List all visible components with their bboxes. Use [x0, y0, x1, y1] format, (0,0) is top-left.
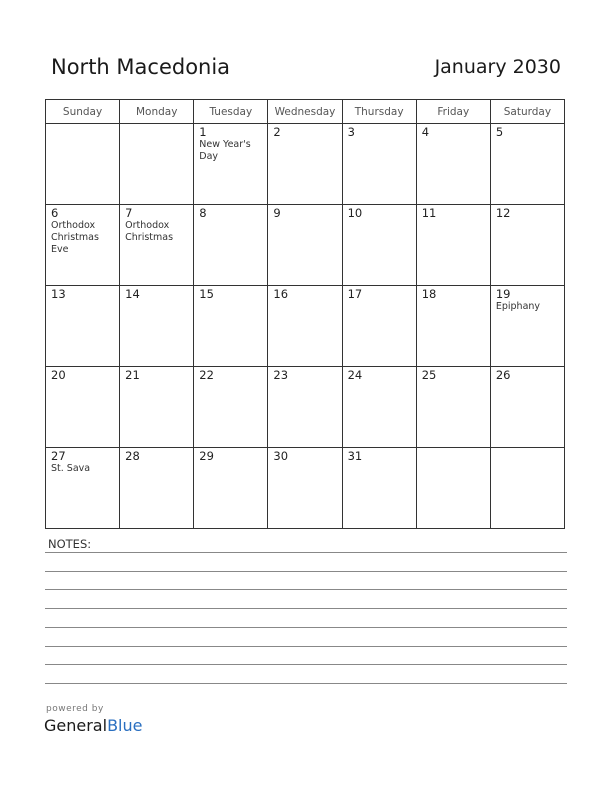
day-cell [120, 367, 194, 448]
holiday-label: Orthodox Christmas Eve [51, 220, 99, 255]
day-cell [194, 367, 268, 448]
day-number: 28 [125, 449, 140, 463]
month-title: January 2030 [434, 56, 561, 78]
day-cell [120, 448, 194, 529]
day-number: 16 [273, 287, 289, 301]
holiday-label: Epiphany [495, 301, 541, 312]
day-cell [490, 448, 564, 529]
day-cell [46, 286, 120, 367]
weekday-header: Saturday [490, 100, 564, 124]
week-row [46, 286, 565, 367]
day-number: 3 [347, 125, 355, 139]
day-cell [194, 205, 268, 286]
day-number: 27 [51, 449, 66, 463]
note-line [45, 627, 567, 628]
week-row [46, 367, 565, 448]
day-number: 12 [495, 206, 511, 220]
holiday-label: New Year's Day [199, 139, 251, 162]
day-number: 23 [273, 368, 289, 382]
day-number: 10 [347, 206, 363, 220]
day-number: 2 [273, 125, 281, 139]
weekday-header-row [46, 100, 565, 124]
day-cell [416, 205, 490, 286]
note-line [45, 646, 567, 647]
day-cell [194, 124, 268, 205]
weekday-header: Thursday [342, 100, 416, 124]
day-number: 24 [347, 368, 363, 382]
day-number: 4 [421, 125, 430, 139]
day-number: 21 [125, 368, 140, 382]
notes-label: NOTES: [48, 537, 92, 551]
powered-by-text: powered by [46, 704, 104, 714]
day-cell [416, 448, 490, 529]
holiday-label: Orthodox Christmas [125, 220, 174, 243]
day-number: 9 [273, 206, 281, 220]
day-number: 29 [199, 449, 214, 463]
brand-general: General [44, 716, 108, 735]
day-cell [342, 286, 416, 367]
day-cell [268, 448, 342, 529]
day-number: 11 [421, 206, 437, 220]
day-cell [268, 367, 342, 448]
note-line [45, 571, 567, 572]
weekday-header: Tuesday [194, 100, 268, 124]
day-number: 19 [495, 287, 511, 301]
day-cell [490, 367, 564, 448]
day-cell [342, 367, 416, 448]
country-title: North Macedonia [51, 55, 231, 79]
day-cell [120, 286, 194, 367]
note-line [45, 664, 567, 665]
day-number: 15 [199, 287, 214, 301]
day-number: 6 [51, 206, 59, 220]
weekday-header: Wednesday [268, 100, 342, 124]
day-number: 25 [421, 368, 437, 382]
note-line [45, 589, 567, 590]
day-cell [490, 205, 564, 286]
day-cell [46, 124, 120, 205]
week-row [46, 124, 565, 205]
day-number: 20 [51, 368, 66, 382]
day-number: 17 [347, 287, 363, 301]
day-cell [46, 367, 120, 448]
day-cell [194, 286, 268, 367]
day-cell [268, 286, 342, 367]
week-row [46, 205, 565, 286]
day-cell [268, 205, 342, 286]
note-line [45, 683, 567, 684]
day-cell [490, 286, 564, 367]
day-number: 31 [347, 449, 363, 463]
day-cell [342, 124, 416, 205]
weekday-header: Sunday [46, 100, 120, 124]
day-cell [416, 286, 490, 367]
day-cell [46, 205, 120, 286]
day-number: 7 [125, 206, 133, 220]
note-line [45, 552, 567, 553]
day-number: 26 [495, 368, 511, 382]
day-cell [416, 124, 490, 205]
day-number: 5 [495, 125, 504, 139]
day-number: 18 [421, 287, 437, 301]
note-line [45, 608, 567, 609]
day-cell [46, 448, 120, 529]
week-row [46, 448, 565, 529]
calendar-grid [45, 99, 565, 529]
day-cell [490, 124, 564, 205]
day-number: 22 [199, 368, 214, 382]
brand-blue: Blue [107, 716, 143, 735]
holiday-label: St. Sava [51, 463, 91, 474]
day-cell [120, 205, 194, 286]
day-number: 13 [51, 287, 66, 301]
generalblue-logo [44, 716, 142, 735]
day-number: 30 [273, 449, 289, 463]
day-cell [194, 448, 268, 529]
day-cell [120, 124, 194, 205]
day-number: 14 [125, 287, 140, 301]
day-number: 1 [199, 125, 207, 139]
day-cell [416, 367, 490, 448]
day-cell [268, 124, 342, 205]
weekday-header: Friday [416, 100, 490, 124]
day-number: 8 [199, 206, 207, 220]
day-cell [342, 448, 416, 529]
weekday-header: Monday [120, 100, 194, 124]
day-cell [342, 205, 416, 286]
